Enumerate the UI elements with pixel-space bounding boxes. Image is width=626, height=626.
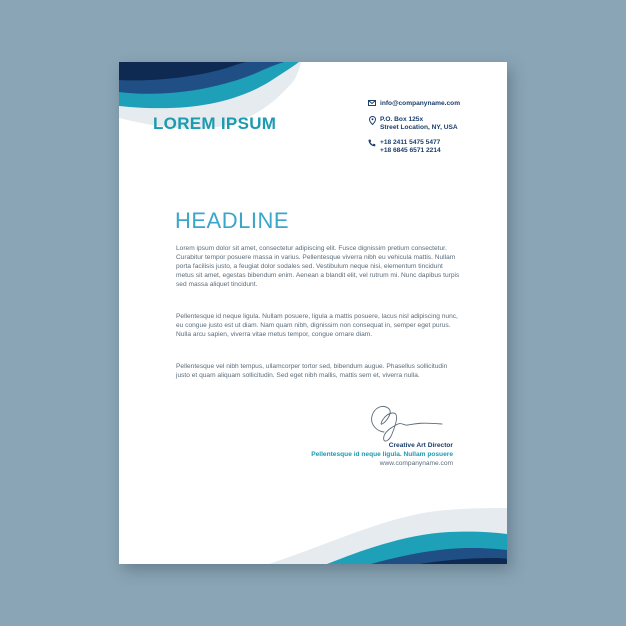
body-paragraph-3: Pellentesque vel nibh tempus, ullamcorper tortor sed, bibendum augue. Phasellus sollicitudin justo et quam aliquam sollicitudin. Sed eget nibh mallis, mattis sem et, viverra nulla. — [176, 363, 448, 379]
contact-phone-2[interactable]: +18 6845 6571 2214 — [380, 147, 441, 154]
location-pin-icon — [367, 116, 377, 128]
body-paragraph-1: Lorem ipsum dolor sit amet, consectetur adipiscing elit. Fusce dignissim pretium consectetur. Curabitur tempor posuere massa in varius. Pellentesque viverra nibh eu vehicula mattis. Nullam porta facilisis justo, a feugiat dolor sodales sed. Vestibulum neque nisi, elementum tincidunt metus sit amet, egestas bibendum enim. Aenean a blandit elit, vel rutrum mi. Nunc dapibus turpis sed massa aliquet tincidunt. — [176, 245, 460, 288]
contact-email[interactable]: info@companyname.com — [380, 100, 461, 107]
contact-address-line2: Street Location, NY, USA — [380, 124, 458, 131]
letterhead-page — [119, 62, 507, 564]
signature-title: Creative Art Director — [388, 442, 453, 449]
handwritten-signature — [362, 398, 444, 446]
signature-website[interactable]: www.companyname.com — [379, 460, 453, 467]
footer-wave-decoration — [119, 484, 507, 564]
mail-icon — [367, 100, 377, 109]
contact-address-line1: P.O. Box 125x — [380, 116, 424, 123]
contact-phone-1[interactable]: +18 2411 5475 5477 — [380, 139, 441, 146]
headline: HEADLINE — [175, 208, 290, 233]
signature-subline: Pellentesque id neque ligula. Nullam posuere — [311, 451, 453, 458]
phone-icon — [367, 139, 377, 150]
body-paragraph-2: Pellentesque id neque ligula. Nullam posuere, ligula a mattis posuere, lacus nisl adipiscing nunc, eu congue justo est ut diam. Nam quam nibh, dignissim non consequat in, semper eget purus. Nulla arcu sapien, viverra vitae metus tempor, congue ornare diam. — [176, 313, 458, 338]
company-logo-text: LOREM IPSUM — [153, 114, 277, 133]
